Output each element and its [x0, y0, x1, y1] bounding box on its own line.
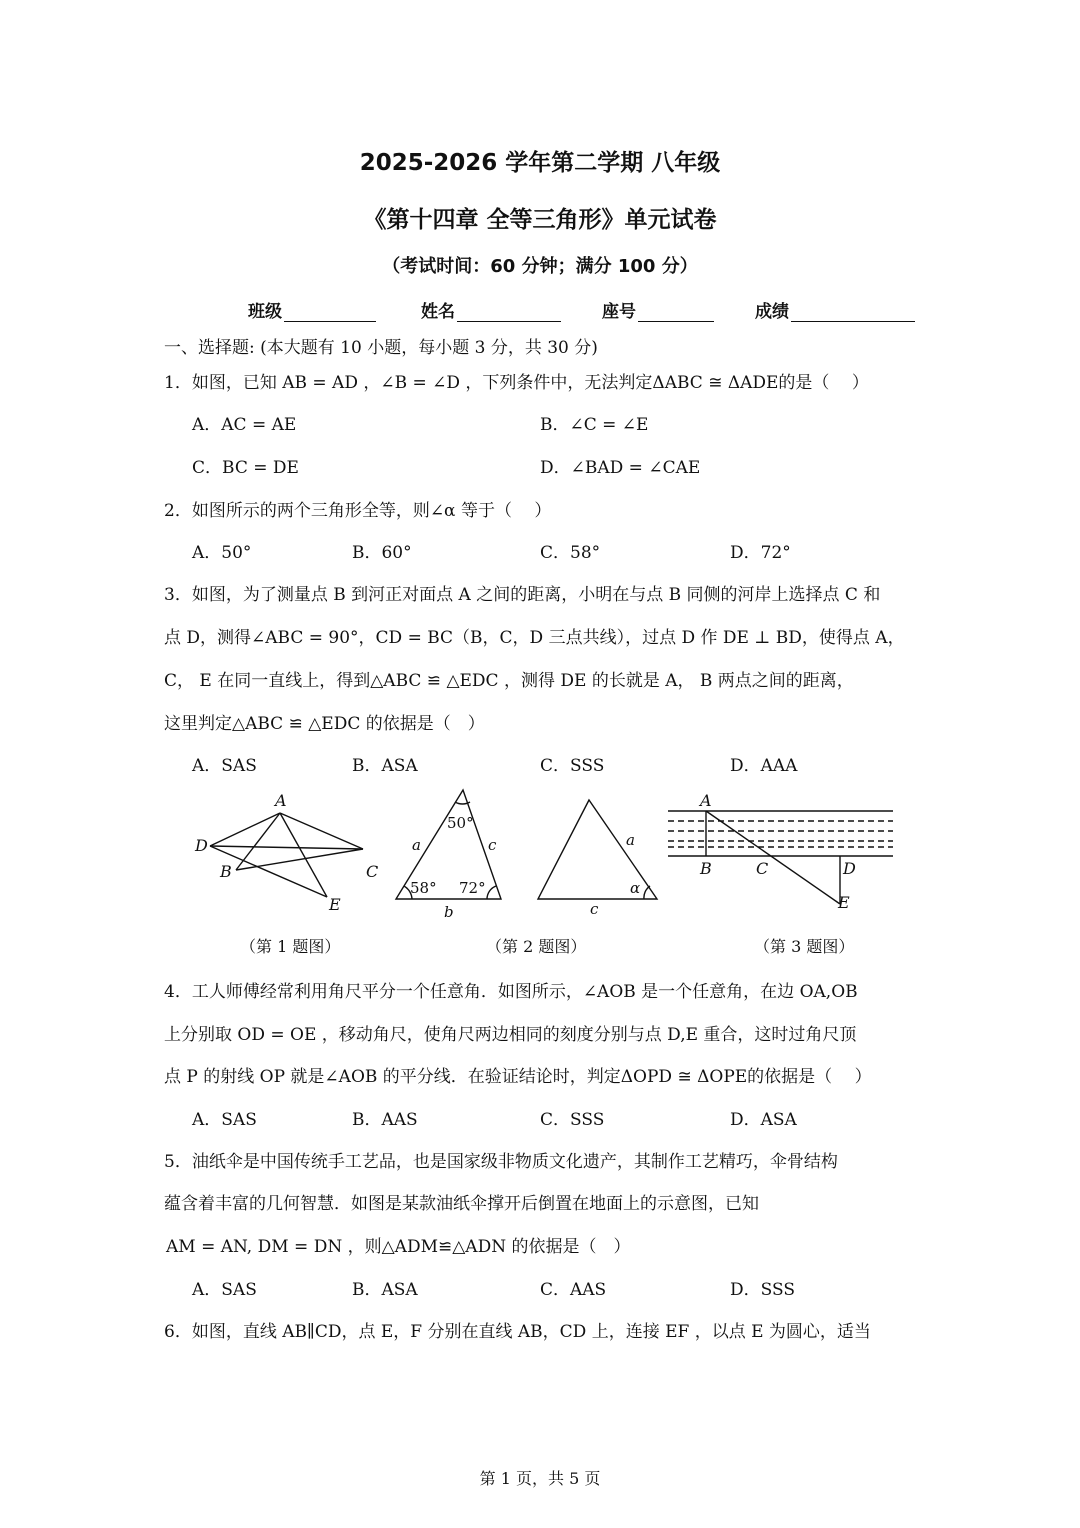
figure-2-right-labels — [590, 831, 640, 918]
q3-line4: 这里判定△ABC ≌ △EDC 的依据是（ ） — [164, 714, 485, 734]
q4-line2: 上分别取 OD = OE ，移动角尺，使角尺两边相同的刻度分别与点 D,E 重合，这时过角尺顶 — [164, 1025, 857, 1045]
q3-option-b[interactable]: B．ASA — [352, 756, 418, 776]
q5-line1: 5．油纸伞是中国传统手工艺品，也是国家级非物质文化遗产，其制作工艺精巧，伞骨结构 — [164, 1152, 838, 1172]
q4-option-a[interactable]: A．SAS — [192, 1110, 257, 1130]
q4-line1: 4．工人师傅经常利用角尺平分一个任意角．如图所示，∠AOB 是一个任意角，在边 OA,OB — [164, 982, 858, 1002]
q5-line2: 蕴含着丰富的几何智慧．如图是某款油纸伞撑开后倒置在地面上的示意图，已知 — [164, 1194, 759, 1214]
q1-option-b[interactable]: B．∠C = ∠E — [540, 415, 649, 435]
exam-subtitle: （考试时间：60 分钟；满分 100 分） — [382, 256, 698, 277]
fig3-label-C: C — [756, 859, 769, 878]
fig3-line-AE — [706, 811, 840, 904]
fig2-angle-right — [487, 886, 496, 899]
name-blank[interactable] — [457, 303, 561, 322]
q2-option-a[interactable]: A．50° — [192, 543, 252, 563]
score-field — [755, 297, 915, 322]
q3-line1: 3．如图，为了测量点 B 到河正对面点 A 之间的距离，小明在与点 B 同侧的河岸上选择点 C 和 — [164, 585, 881, 605]
fig1-label-A: A — [275, 791, 287, 810]
fig2-right-label-a: a — [626, 831, 635, 849]
q2-option-c[interactable]: C．58° — [540, 543, 601, 563]
fig3-label-A: A — [700, 791, 712, 810]
fig1-line-AB — [236, 813, 280, 870]
q3-option-d[interactable]: D．AAA — [730, 756, 798, 776]
fig2-right-label-c: c — [590, 900, 599, 918]
seat-label: 座号 — [602, 302, 636, 322]
q3-line2: 点 D，测得∠ABC = 90°，CD = BC（B，C，D 三点共线），过点 D 作 DE ⊥ BD，使得点 A， — [164, 628, 905, 648]
q4-option-c[interactable]: C．SSS — [540, 1110, 605, 1130]
q2-option-d[interactable]: D．72° — [730, 543, 791, 563]
figure-3 — [668, 811, 893, 904]
q1-option-c[interactable]: C．BC = DE — [192, 458, 299, 478]
name-field — [421, 297, 561, 322]
class-blank[interactable] — [284, 303, 376, 322]
q5-line3: AM = AN, DM = DN ，则△ADM≌△ADN 的依据是（ ） — [166, 1237, 631, 1257]
q2-option-b[interactable]: B．60° — [352, 543, 412, 563]
q1-option-a[interactable]: A．AC = AE — [192, 415, 297, 435]
q3-option-c[interactable]: C．SSS — [540, 756, 605, 776]
fig1-line-AC — [280, 813, 363, 849]
figures-area — [0, 780, 1080, 930]
fig2-right-label-alpha: α — [630, 879, 641, 897]
name-label: 姓名 — [421, 302, 455, 322]
class-label: 班级 — [248, 302, 282, 322]
fig3-label-B: B — [700, 859, 712, 878]
figure-3-caption: （第 3 题图） — [754, 937, 855, 956]
figure-1-caption: （第 1 题图） — [240, 937, 341, 956]
q4-option-d[interactable]: D．ASA — [730, 1110, 797, 1130]
q3-option-a[interactable]: A．SAS — [192, 756, 257, 776]
fig2-label-72: 72° — [459, 879, 486, 897]
figure-1 — [210, 813, 363, 897]
fig1-label-B: B — [220, 862, 232, 881]
fig2-label-c: c — [488, 836, 497, 854]
fig1-line-DC — [210, 846, 363, 849]
fig1-line-AD — [210, 813, 280, 846]
seat-field — [602, 297, 714, 322]
fig1-line-AE — [280, 813, 327, 897]
fig3-label-E: E — [838, 893, 850, 912]
seat-blank[interactable] — [638, 303, 714, 322]
section-heading: 一、选择题: (本大题有 10 小题，每小题 3 分，共 30 分) — [164, 338, 598, 358]
q4-option-b[interactable]: B．AAS — [352, 1110, 418, 1130]
q2-stem: 2．如图所示的两个三角形全等，则∠α 等于（ ） — [164, 501, 552, 521]
fig2-label-a: a — [412, 836, 421, 854]
figure-3-labels — [698, 791, 856, 912]
fig2-label-58: 58° — [410, 879, 437, 897]
fig1-label-D: D — [195, 836, 208, 855]
q5-option-b[interactable]: B．ASA — [352, 1280, 418, 1300]
class-field — [248, 297, 376, 322]
page-footer: 第 1 页，共 5 页 — [479, 1469, 601, 1488]
fig2-label-50: 50° — [447, 814, 474, 832]
q6-line1: 6．如图，直线 AB∥CD，点 E，F 分别在直线 AB，CD 上，连接 EF ，以点 E 为圆心，适当 — [164, 1322, 871, 1342]
fig1-label-C: C — [366, 862, 379, 881]
figure-2-left-labels — [410, 814, 497, 921]
fig1-line-BC — [236, 849, 363, 870]
q1-stem: 1．如图，已知 AB = AD ，∠B = ∠D ，下列条件中，无法判定ΔABC ≅ ΔADE的是（ ） — [164, 373, 869, 393]
score-label: 成绩 — [755, 302, 789, 322]
fig3-label-D: D — [843, 859, 856, 878]
q1-option-d[interactable]: D．∠BAD = ∠CAE — [540, 458, 701, 478]
q5-option-c[interactable]: C．AAS — [540, 1280, 607, 1300]
score-blank[interactable] — [791, 303, 915, 322]
q5-option-d[interactable]: D．SSS — [730, 1280, 795, 1300]
exam-title-line1: 2025-2026 学年第二学期 八年级 — [359, 150, 721, 176]
q5-option-a[interactable]: A．SAS — [192, 1280, 257, 1300]
fig1-label-E: E — [329, 895, 341, 914]
figure-2-caption: （第 2 题图） — [486, 937, 587, 956]
exam-title-line2: 《第十四章 全等三角形》单元试卷 — [363, 207, 717, 233]
figure-1-labels — [194, 791, 378, 914]
q3-line3: C， E 在同一直线上，得到△ABC ≌ △EDC ，测得 DE 的长就是 A， B 两点之间的距离， — [164, 671, 854, 691]
fig2-label-b: b — [444, 903, 454, 921]
q4-line3: 点 P 的射线 OP 就是∠AOB 的平分线．在验证结论时，判定ΔOPD ≅ ΔOPE的依据是（ ） — [164, 1067, 872, 1087]
